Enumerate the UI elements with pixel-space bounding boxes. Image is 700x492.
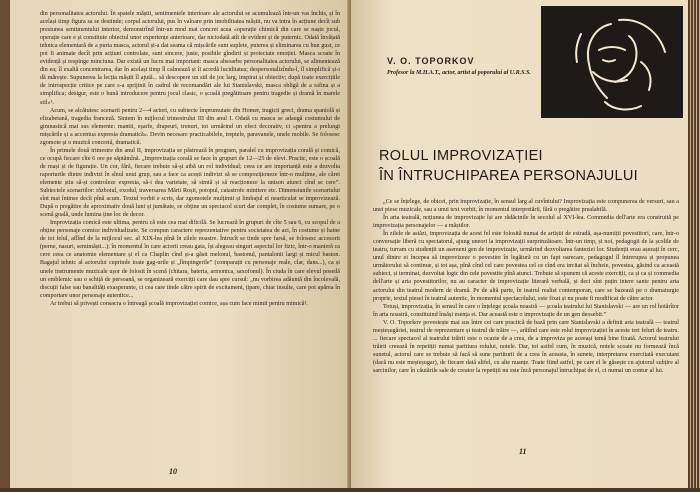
author-name: V. O. TOPORKOV xyxy=(387,56,475,66)
right-page xyxy=(351,0,688,488)
paragraph: În primele două trimestre din anul II, improvizația se păstrează în program, paralel cu improvizația corală și comică, ce ocupă fiecare cîte 6 ore pe săptămînă. „Improvizația corală se face în grupuri de 12—25 de elevi. Practic, este o școală de mași și de figurație. Un cor, fără, fiecare trebuie să-și aibă un rol individual; ceea ce are importanță este a dezvolta raporturile dintre indivizi în sînul unui grup, sau a face ca acești indivizi să se compoziționeze într-o mulțime, ale cărei elemente știu să-și controleze expresia, să-i dea varietate, să simtă și să reacționeze la unison atunci cînd se cere”. Subiectele scenariilor: războiul, exodul, traversarea Mării Roșii, potopul, catastrofe mintiere etc. Dimensiunile scenariului sînt mai întinse decît pînă acum. Textul vorbit e scris, dar zgomotele mulțimii și limbajul ei nearticulat se improvizează. După o pregătire de aproximativ două luni și jumătate, se obține un spectacol scurt dar complet, în costume sumare, pe o scenă goală, unde lumina ține loc de decor. xyxy=(40,147,340,219)
author-block xyxy=(387,56,537,77)
page-number: 11 xyxy=(519,447,527,456)
paragraph: Totuși, improvizația, în sensul în care o înțelege școala noastră — școala teatrului lui Stanislavski — are un rol hotărîtor în arta noastră, constituind însăși esența ei. Dar această este o improvizație de un gen deosebit.” xyxy=(373,303,679,318)
paragraph: Acum, se alcătuiesc scenarii pentru 2—4 actori, cu subiecte împrumutate din Homer, tragicii greci, drama spaniolă și elizabetană, tragedia franceză. Sintem în mijlocul trimestrului III din anul I. Odată cu masca se adaugă costumului de gimnastică mai sus elemente: mantii, eșarfe, drapeuri, trenuri, tot urmărind un efect decorativ, ci «pentru a prelungi mișcările și a accentua expresia dramatică». Devin necesare practicabilele, treptele, paravanele, unele mobile. Se folosesc zgomote și o muzică concretă, dramatică. xyxy=(40,107,340,146)
paragraph: din personalitatea actorului. În spatele măștii, sentimentele interioare ale actorului se acumulează într-un vas închis, și în același timp figura sa se destinde; corpul actorului, pus în valoare prin imobilitatea măștii, nu va intra în acțiune decît sub presiunea sentimentului interior, demonstrînd într-un mod mai concret acea «operație chimică din care se naște jocul, operație care e și constituie obiectul unor experiențe anterioare, dar niciodată atît de evident și de puternic. Odată învățată tehnica elementară de a purta masca, actorul și-a dat seama că mișcările sunt suplete, puterea și eliminarea cu bun gust, ce pot fi animate decît prin acțiuni controlate, sunt sincere, juste, posibile gîndirii și proiectate emoției. Masca scoate în evidență și respinge minciuna. Dar există un lucru mai important: masca absoarbe personalitatea actorului, se alimentează din ea; îl exaltă concentrarea, dar în același timp îl calmează și îi acordă luciditatea; despersonalizîndu-l, îl simplifică și-i dă mărește. Supunerea la lecția măștii îl ajută... să descopere un stil de joc larg, inspirat și obiectiv; după toate exercițiile de introspecție critice pe care s-a sprijinit în cadrul de recomandări ale lui Stanislavski, masca obligă de a rafina și a simplifica; desigur, este o bună introducere pentru jocul clasic, o școală pregătitoare pentru tragedie și dramă în marele stil»¹. xyxy=(40,11,340,106)
portrait-sketch-drawing xyxy=(541,6,683,118)
portrait-sketch xyxy=(541,6,683,118)
paragraph: În arta teatrală, noțiunea de improvizație își are rădăcinile în secolul al XVI-lea. Commedia dell'arte era construită pe improvizația personajelor — a măștilor. xyxy=(373,215,679,230)
paragraph: Improvizația comică este ultima, pentru că este cea mai dificilă. Se lucrează în grupuri de cîte 5 sau 6, cu scopul de a obține personaje comice individualizate. Se compun caractere reprezentative pentru societatea de azi, în costume și haine de tot felul, aflînd de la mijlocul sec. al XIX-lea pînă în zilele noastre. Întrucît se tinde spre farsă, se folosesc accesorii (perne, nasuri, semimăști...); în momentul în care actorii creau gata, își alegeau singuri aspectul lor fizic, într-o manieră ca cere ceea ce anatomie elementare și el ca Chaplin cînd și-a găsit melonul, bastonul, pantalonii largi și micul baston. Bagajul tehnic al actorului cuprinde toate gag-urile și „lîmpingerile” (comparații cu personaje reale, clar, dans...), ca și unele instrumente muzicale ușor de folosit în scenă (chitara, bateria, armonica, saxofonul). În ciuda în care elevul posedă un emblemic sau o schiță de persoană, se organizează exerciții care dau spre cursul: „nu vorbirea adăuntă din încolevală, discuții false sau banalități exasperante, ci cea care tinde către spirit de excitament, țipare, chiar insulte, care pot apărea în comportare unor personaje autentice... xyxy=(40,220,340,299)
page-edges xyxy=(688,0,700,492)
author-caption: Profesor la M.H.A.T., actor, artist al poporului al U.R.S.S. xyxy=(387,70,531,76)
paragraph: Ar trebui să privești consacra o întreagă școală improvizației comice, așa cum face mimii pentru mimică¹. xyxy=(50,300,308,307)
title-line: ÎN ÎNTRUCHIPAREA PERSONAJULUI xyxy=(379,168,639,184)
book-bottom-edge xyxy=(0,488,700,492)
paragraph: În zilele de astăzi, improvizația de acest fel este folosită numai de artiștii de estradă, așa-numiții povestitori, care, într-o conversație liberă cu spectatorul, ajung uneori la improvizații surprinzătoare. Într-un timp, și noi, pedagogii de la școlile de teatru, turram cu studenții un asemeni gen de improvizație, urmărind dezvoltarea fanteziei lor. Studenții erau așezați în cerc, unul dintre ei începea să improvizeze o povestire în legătură cu un fapt oarecare, pedagogul îl întrerupea și propunea următorului să continue, și tot așa, pînă cînd cel care povestea cel ce cînd era invitat să încheie, povestea, găsind ca această subiect, și terminat, dezvoltat logic din cele povestite pînă atunci. Trebuie să spunem că aceste exerciții, ca și ca și commedia dell'arte și arta povestitorilor, nu au caracter de improvizație literară verbală, și deci sînt puțin intere sante pentru arta actorului din teatrul modern de dramă. Pe de altă parte, în teatrul realist contemporan, care se bazează pe o dramaturgie proprie, textul piesei în teatrul autentic, în momentul spectacolului, este fixat și nu poate fi modificat de către actor. xyxy=(373,231,679,302)
paragraph: V. O. Toporkov povestește mai sus între cei care practică de bază prin care Stanislavski a definit arta teatrală — teatrul meșteșugăriei, teatrul de reprezentare și teatrul de trăire —, arătînd care este rolul improvizației în aceste trei feluri de teatru. ... fiecare spectacol al teatrului trăirii este o ocazie de a crea, de a improviza pe aceeași temă bine fixată. Actorul teatrului trăirii creează în repetiții numai partitura rolului, notele. Dar, tot astfel cum, în muzică, notele scoate nu formează încă sunetul, actorul care se trebuie să facă să sune partiturii de a crea în aceasta, în sunete, interpretarea exercitată executant (dacă nu este meșteșugar), de fiecare dată altfel, cu alte nuanțe. Toate fiind astfel, pe care el le găsește cu ajutorul subțire al sarcinilor, care în căutările sale de creator la repetiții nu este încă personajul întruchipat de el, ci numai un contur al lui. xyxy=(373,319,679,374)
article-title xyxy=(379,146,679,186)
left-page xyxy=(10,0,349,488)
paragraph: „Ce se înțelege, de obicei, prin improvizație, în sensul larg al cuvîntului? Improvizația este compunerea de versuri, sau a unei piese muzicale, sau a unui text vorbit, în momentul interpretării, fără o pregătire prealabilă. xyxy=(373,199,679,214)
right-page-text xyxy=(373,198,679,375)
page-number: 10 xyxy=(169,467,177,476)
left-page-text xyxy=(40,10,340,308)
title-line: ROLUL IMPROVIZAȚIEI xyxy=(379,148,543,164)
